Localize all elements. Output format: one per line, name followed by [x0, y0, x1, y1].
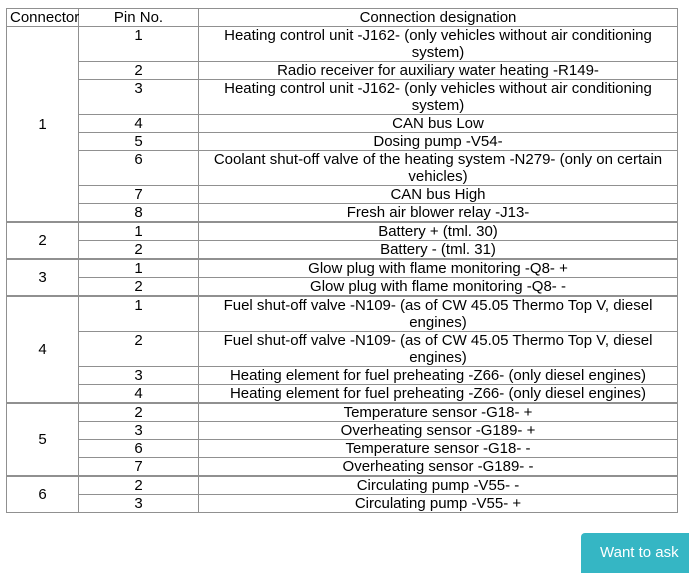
pin-cell: 1 — [79, 222, 199, 241]
pin-cell: 1 — [79, 259, 199, 278]
pin-cell: 2 — [79, 476, 199, 495]
chat-widget-button[interactable]: Want to ask — [581, 533, 689, 573]
pin-cell: 7 — [79, 458, 199, 476]
pin-cell: 4 — [79, 115, 199, 133]
designation-cell: Heating element for fuel preheating -Z66- (only diesel engines) — [199, 385, 678, 403]
connector-cell: 2 — [7, 222, 79, 259]
table-row — [7, 278, 678, 296]
pin-cell: 2 — [79, 62, 199, 80]
pin-cell: 6 — [79, 440, 199, 458]
table-row — [7, 422, 678, 440]
table-row — [7, 440, 678, 458]
table-row — [7, 80, 678, 115]
connector-cell: 1 — [7, 27, 79, 222]
header-row — [7, 9, 678, 27]
table-row — [7, 476, 678, 495]
table-row — [7, 186, 678, 204]
pin-cell: 1 — [79, 296, 199, 332]
designation-cell: Circulating pump -V55- + — [199, 495, 678, 513]
connector-cell: 3 — [7, 259, 79, 296]
designation-cell: Fuel shut-off valve -N109- (as of CW 45.05 Thermo Top V, diesel engines) — [199, 332, 678, 367]
table-row — [7, 296, 678, 332]
header-pin: Pin No. — [79, 9, 199, 27]
table-row — [7, 151, 678, 186]
pin-cell: 2 — [79, 278, 199, 296]
designation-cell: Temperature sensor -G18- - — [199, 440, 678, 458]
table-row — [7, 222, 678, 241]
designation-cell: Heating control unit -J162- (only vehicles without air conditioning system) — [199, 80, 678, 115]
designation-cell: Overheating sensor -G189- + — [199, 422, 678, 440]
pin-cell: 8 — [79, 204, 199, 222]
designation-cell: Fuel shut-off valve -N109- (as of CW 45.05 Thermo Top V, diesel engines) — [199, 296, 678, 332]
pin-cell: 3 — [79, 367, 199, 385]
connector-cell: 4 — [7, 296, 79, 403]
pin-cell: 3 — [79, 495, 199, 513]
table-row — [7, 27, 678, 62]
table-row — [7, 115, 678, 133]
pin-cell: 7 — [79, 186, 199, 204]
designation-cell: Radio receiver for auxiliary water heating -R149- — [199, 62, 678, 80]
designation-cell: Dosing pump -V54- — [199, 133, 678, 151]
table-row — [7, 259, 678, 278]
table-row — [7, 62, 678, 80]
pin-cell: 2 — [79, 332, 199, 367]
pin-cell: 5 — [79, 133, 199, 151]
designation-cell: Heating element for fuel preheating -Z66- (only diesel engines) — [199, 367, 678, 385]
designation-cell: Heating control unit -J162- (only vehicles without air conditioning system) — [199, 27, 678, 62]
pin-cell: 3 — [79, 80, 199, 115]
designation-cell: Battery + (tml. 30) — [199, 222, 678, 241]
connector-cell: 6 — [7, 476, 79, 513]
connector-cell: 5 — [7, 403, 79, 476]
table-row — [7, 385, 678, 403]
connection-table — [6, 8, 678, 513]
table-row — [7, 332, 678, 367]
designation-cell: Overheating sensor -G189- - — [199, 458, 678, 476]
pin-cell: 3 — [79, 422, 199, 440]
table-row — [7, 241, 678, 259]
pin-cell: 2 — [79, 241, 199, 259]
designation-cell: Coolant shut-off valve of the heating system -N279- (only on certain vehicles) — [199, 151, 678, 186]
pin-cell: 4 — [79, 385, 199, 403]
pin-cell: 2 — [79, 403, 199, 422]
header-designation: Connection designation — [199, 9, 678, 27]
designation-cell: Battery - (tml. 31) — [199, 241, 678, 259]
header-connector: Connector — [7, 9, 79, 27]
table-body — [7, 27, 678, 513]
table-row — [7, 495, 678, 513]
table-row — [7, 458, 678, 476]
designation-cell: CAN bus Low — [199, 115, 678, 133]
table-row — [7, 204, 678, 222]
table-row — [7, 403, 678, 422]
table-row — [7, 367, 678, 385]
pin-cell: 6 — [79, 151, 199, 186]
designation-cell: Circulating pump -V55- - — [199, 476, 678, 495]
table-row — [7, 133, 678, 151]
designation-cell: Fresh air blower relay -J13- — [199, 204, 678, 222]
pin-cell: 1 — [79, 27, 199, 62]
designation-cell: Temperature sensor -G18- + — [199, 403, 678, 422]
designation-cell: Glow plug with flame monitoring -Q8- + — [199, 259, 678, 278]
designation-cell: CAN bus High — [199, 186, 678, 204]
designation-cell: Glow plug with flame monitoring -Q8- - — [199, 278, 678, 296]
